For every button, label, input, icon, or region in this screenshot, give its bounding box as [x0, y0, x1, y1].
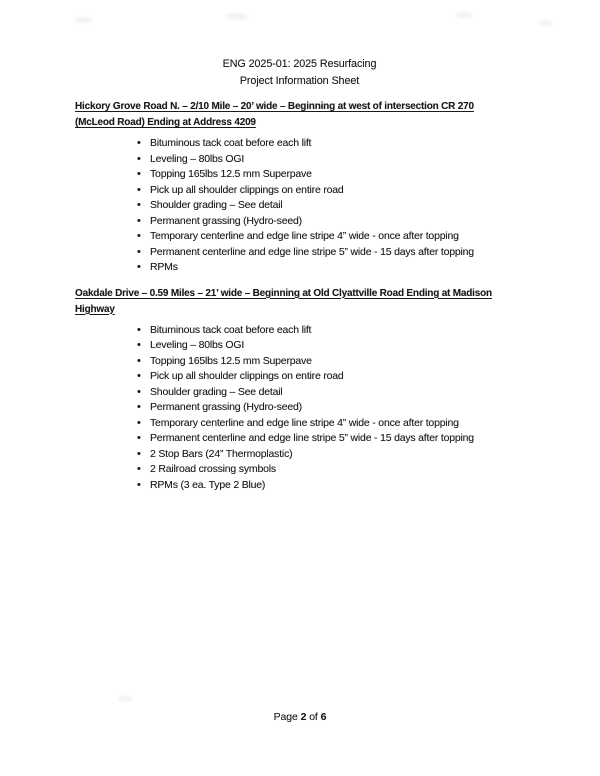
bullet-item: • Permanent centerline and edge line stripe 5” wide - 15 days after topping [137, 431, 540, 447]
section-heading-line2: (McLeod Road) Ending at Address 4209 [75, 117, 256, 128]
page-footer [0, 711, 600, 723]
section-heading-line2: Highway [75, 303, 115, 315]
bullet-item: • Permanent centerline and edge line stripe 5” wide - 15 days after topping [137, 245, 540, 261]
bullet-item: • Leveling – 80lbs OGI [137, 338, 540, 354]
bullet-item: • Pick up all shoulder clippings on entire road [137, 369, 540, 385]
document-header [67, 56, 532, 90]
bullet-item: • Shoulder grading – See detail [137, 385, 540, 401]
bullet-item: • Bituminous tack coat before each lift [137, 323, 540, 339]
section-heading-line1: Hickory Grove Road N. – 2/10 Mile – 20’ wide – Beginning at west of intersection CR 270 [75, 101, 474, 112]
bullet-item: • Permanent grassing (Hydro-seed) [137, 400, 540, 416]
scan-smudge [456, 12, 473, 18]
scan-smudge [538, 20, 553, 26]
bullet-list [75, 136, 540, 276]
scan-smudge [88, 120, 100, 125]
footer-total-pages: 6 [320, 711, 327, 723]
bullet-item: • Topping 165lbs 12.5 mm Superpave [137, 354, 540, 370]
section-heading-line1: Oakdale Drive – 0.59 Miles – 21’ wide – Beginning at Old Clyattville Road Ending at Madison [75, 287, 492, 299]
section-heading [75, 286, 540, 318]
bullet-item: • RPMs [137, 260, 540, 276]
bullet-item: • 2 Railroad crossing symbols [137, 462, 540, 478]
footer-of-word: of [309, 711, 318, 723]
footer-page-word: Page [273, 711, 298, 723]
section-heading [75, 99, 540, 131]
bullet-item: • RPMs (3 ea. Type 2 Blue) [137, 478, 540, 494]
section-hickory-grove-road [75, 99, 540, 276]
document-subtitle: Project Information Sheet [239, 75, 360, 87]
bullet-item: • Topping 165lbs 12.5 mm Superpave [137, 167, 540, 183]
section-oakdale-drive [75, 286, 540, 494]
bullet-item: • Temporary centerline and edge line stripe 4” wide - once after topping [137, 229, 540, 245]
bullet-item: • Temporary centerline and edge line stripe 4” wide - once after topping [137, 416, 540, 432]
bullet-item: • Shoulder grading – See detail [137, 198, 540, 214]
footer-page-number: 2 [300, 711, 307, 723]
bullet-item: • Pick up all shoulder clippings on entire road [137, 183, 540, 199]
bullet-item: • Bituminous tack coat before each lift [137, 136, 540, 152]
scan-smudge [74, 17, 92, 23]
bullet-item: • 2 Stop Bars (24” Thermoplastic) [137, 447, 540, 463]
bullet-item: • Permanent grassing (Hydro-seed) [137, 214, 540, 230]
bullet-item: • Leveling – 80lbs OGI [137, 152, 540, 168]
bullet-list [75, 323, 540, 494]
document-title: ENG 2025-01: 2025 Resurfacing [222, 58, 377, 70]
scan-smudge [117, 696, 132, 702]
scan-smudge [226, 13, 248, 20]
